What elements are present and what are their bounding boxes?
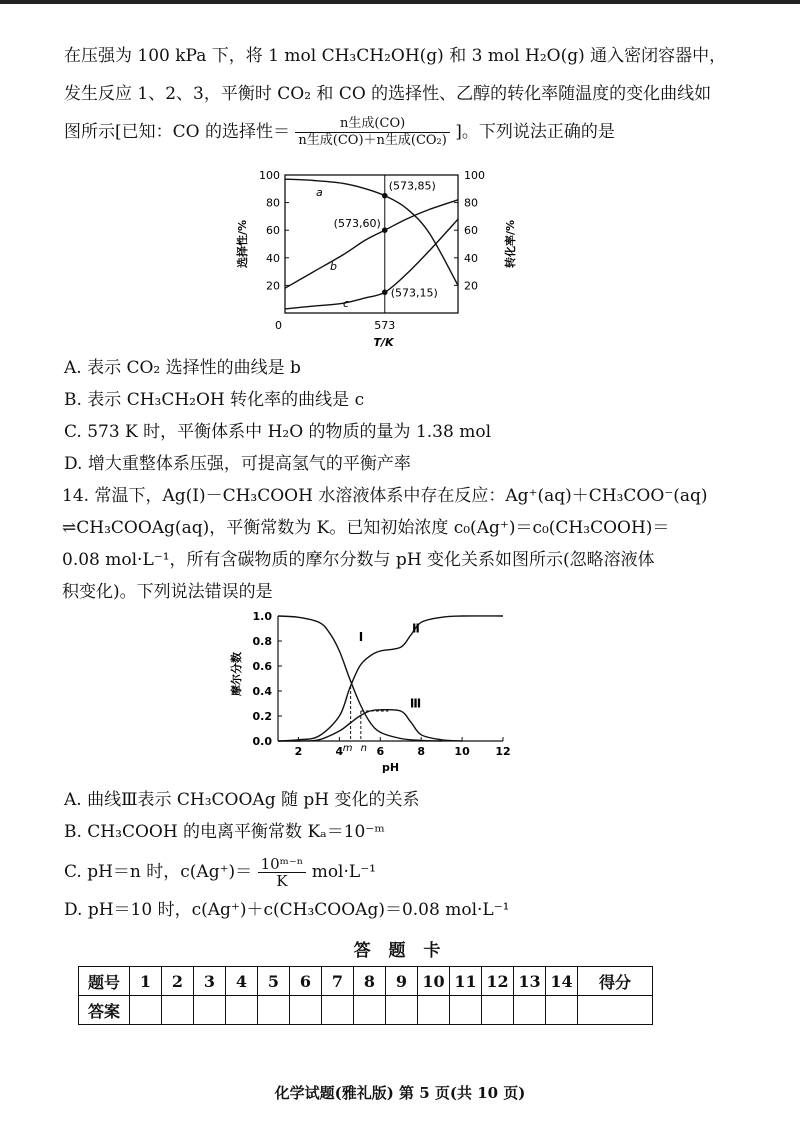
- curve-label-Ⅲ: Ⅲ: [409, 696, 422, 711]
- y-tick-label: 0.6: [252, 660, 272, 673]
- x-tick-label: 0: [275, 319, 282, 332]
- curve-Ⅱ: [278, 616, 503, 741]
- answer-cell[interactable]: [386, 996, 418, 1025]
- y-tick-label: 1.0: [252, 610, 272, 623]
- y-tick-label-right: 80: [464, 196, 478, 210]
- q14-option-c: [64, 856, 376, 889]
- question-number-cell: 10: [418, 967, 450, 996]
- answer-cell[interactable]: [162, 996, 194, 1025]
- answer-cell[interactable]: [130, 996, 162, 1025]
- q14-line3: 0.08 mol·L⁻¹，所有含碳物质的摩尔分数与 pH 变化关系如图所示(忽略溶液体: [62, 550, 655, 570]
- question-number-cell: 5: [258, 967, 290, 996]
- x-tick-label: 2: [294, 745, 303, 758]
- answer-cell[interactable]: [514, 996, 546, 1025]
- point-573-c: [382, 290, 388, 296]
- question-number-cell: 11: [450, 967, 482, 996]
- q14-option-b: B. CH₃COOH 的电离平衡常数 Kₐ＝10⁻ᵐ: [64, 822, 385, 842]
- ag-fraction: [258, 856, 307, 889]
- x-tick-label: 10: [454, 745, 470, 758]
- answer-cell[interactable]: [354, 996, 386, 1025]
- q13-option-b: B. 表示 CH₃CH₂OH 转化率的曲线是 c: [64, 390, 365, 410]
- curve-label-Ⅱ: Ⅱ: [411, 621, 420, 636]
- answer-card-header-row: [79, 967, 653, 996]
- selectivity-conversion-chart: [228, 158, 528, 350]
- point-annotation: (573,60): [333, 217, 381, 231]
- y-tick-label-left: 60: [266, 224, 280, 238]
- q14-option-c-prefix: C. pH＝n 时，c(Ag⁺)＝: [64, 862, 253, 882]
- y-tick-label: 0.0: [252, 735, 272, 748]
- score-cell[interactable]: [578, 996, 653, 1025]
- answer-cell[interactable]: [482, 996, 514, 1025]
- y-tick-label-right: 40: [464, 251, 478, 265]
- curve-label-Ⅰ: Ⅰ: [358, 630, 364, 644]
- answer-cell[interactable]: [450, 996, 482, 1025]
- q13-option-a: A. 表示 CO₂ 选择性的曲线是 b: [64, 358, 301, 378]
- answer-cell[interactable]: [290, 996, 322, 1025]
- question-number-cell: 8: [354, 967, 386, 996]
- q14-option-d: D. pH＝10 时，c(Ag⁺)＋c(CH₃COOAg)＝0.08 mol·L⁻¹: [64, 900, 510, 920]
- q14-line1: 14. 常温下，Ag(Ⅰ)－CH₃COOH 水溶液体系中存在反应：Ag⁺(aq)＋CH₃COO⁻(aq): [62, 486, 708, 506]
- answer-label: 答案: [79, 996, 130, 1025]
- y-tick-label-left: 40: [266, 251, 280, 265]
- curve-Ⅲ: [278, 710, 462, 741]
- x-tick-label: 12: [495, 745, 511, 758]
- fraction-denominator: K: [276, 872, 288, 890]
- q14-option-a: A. 曲线Ⅲ表示 CH₃COOAg 随 pH 变化的关系: [64, 790, 420, 810]
- x-axis-label: T/K: [373, 336, 394, 349]
- y-tick-label-left: 100: [259, 169, 280, 182]
- y-axis-label: 摩尔分数: [230, 652, 243, 696]
- x-tick-label: 4: [335, 745, 344, 758]
- top-border: [0, 0, 800, 4]
- answer-cell[interactable]: [546, 996, 578, 1025]
- fraction-numerator: 10ᵐ⁻ⁿ: [258, 856, 307, 873]
- point-573-a: [382, 193, 388, 199]
- x-tick-label: 6: [376, 745, 385, 758]
- y-tick-label: 0.8: [252, 635, 272, 648]
- answer-card-title: 答 题 卡: [353, 941, 447, 961]
- question-number-cell: 4: [226, 967, 258, 996]
- answer-cell[interactable]: [226, 996, 258, 1025]
- q14-option-c-suffix: mol·L⁻¹: [311, 862, 376, 882]
- y-tick-label-left: 20: [266, 279, 280, 293]
- curve-label-b: b: [330, 260, 337, 273]
- mole-fraction-chart: [228, 606, 528, 776]
- page-footer: 化学试题(雅礼版) 第 5 页(共 10 页): [274, 1084, 526, 1102]
- q13-intro-line2: 发生反应 1、2、3，平衡时 CO₂ 和 CO 的选择性、乙醇的转化率随温度的变化曲线如: [64, 84, 712, 104]
- answer-card-answer-row: [79, 996, 653, 1025]
- y-tick-label-right: 20: [464, 279, 478, 293]
- x-axis-label: pH: [381, 761, 400, 774]
- co-selectivity-fraction: [295, 116, 449, 149]
- y-tick-label-left: 80: [266, 196, 280, 210]
- score-label: 得分: [578, 967, 653, 996]
- answer-cell[interactable]: [258, 996, 290, 1025]
- answer-cell[interactable]: [418, 996, 450, 1025]
- question-number-cell: 1: [130, 967, 162, 996]
- fraction-numerator: n生成(CO): [295, 116, 449, 133]
- point-annotation: (573,15): [390, 286, 438, 300]
- question-number-cell: 12: [482, 967, 514, 996]
- y-axis-label-left: 选择性/%: [236, 219, 249, 269]
- point-573-b: [382, 227, 388, 233]
- q14-line2: ⇌CH₃COOAg(aq)，平衡常数为 K。已知初始浓度 c₀(Ag⁺)＝c₀(CH₃COOH)＝: [62, 518, 670, 538]
- q13-line3-suffix: ]。下列说法正确的是: [455, 122, 615, 142]
- marker-n: n: [360, 743, 368, 754]
- question-number-cell: 3: [194, 967, 226, 996]
- question-number-cell: 2: [162, 967, 194, 996]
- x-tick-label: 573: [374, 319, 396, 332]
- curve-label-c: c: [343, 297, 350, 310]
- y-axis-label-right: 转化率/%: [504, 219, 517, 269]
- answer-cell[interactable]: [194, 996, 226, 1025]
- question-number-label: 题号: [79, 967, 130, 996]
- question-number-cell: 13: [514, 967, 546, 996]
- q14-line4: 积变化)。下列说法错误的是: [62, 582, 273, 602]
- fraction-denominator: n生成(CO)＋n生成(CO₂): [298, 133, 447, 148]
- q13-intro-line1: 在压强为 100 kPa 下，将 1 mol CH₃CH₂OH(g) 和 3 mol H₂O(g) 通入密闭容器中，: [64, 46, 727, 66]
- curve-a: [285, 179, 458, 285]
- answer-card-table: [78, 966, 653, 1025]
- y-tick-label: 0.2: [252, 710, 272, 723]
- question-number-cell: 9: [386, 967, 418, 996]
- answer-cell[interactable]: [322, 996, 354, 1025]
- question-number-cell: 6: [290, 967, 322, 996]
- question-number-cell: 7: [322, 967, 354, 996]
- q13-intro-line3: [64, 116, 615, 149]
- q13-option-d: D. 增大重整体系压强，可提高氢气的平衡产率: [64, 454, 411, 474]
- y-tick-label-right: 60: [464, 224, 478, 238]
- question-number-cell: 14: [546, 967, 578, 996]
- point-annotation: (573,85): [388, 179, 436, 193]
- y-tick-label: 0.4: [252, 685, 272, 698]
- curve-b: [285, 200, 458, 288]
- y-tick-label-right: 100: [464, 169, 485, 182]
- marker-m: m: [342, 743, 353, 754]
- curve-label-a: a: [316, 186, 323, 199]
- q13-line3-prefix: 图所示[已知：CO 的选择性＝: [64, 122, 290, 142]
- x-tick-label: 8: [417, 745, 426, 758]
- q13-option-c: C. 573 K 时，平衡体系中 H₂O 的物质的量为 1.38 mol: [64, 422, 491, 442]
